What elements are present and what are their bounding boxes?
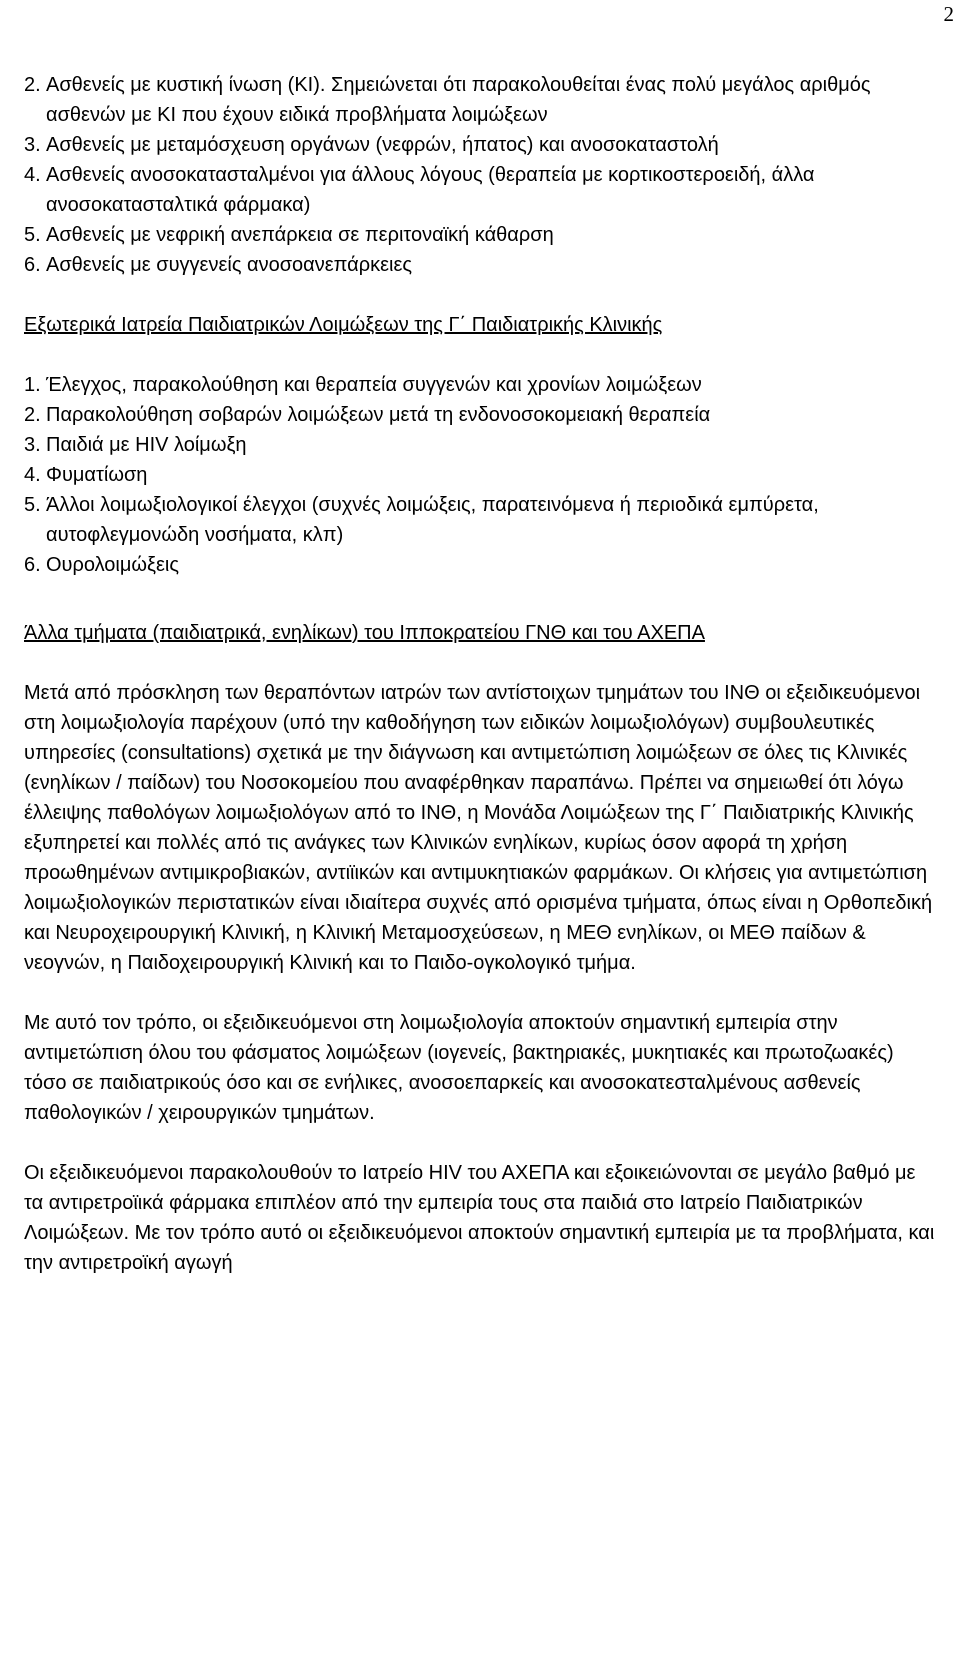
list-item-text: Άλλοι λοιμωξιολογικοί έλεγχοι (συχνές λοιμώξεις, παρατεινόμενα ή περιοδικά εμπύρετα, αυτοφλεγμονώδη νοσήματα, κλπ) [46,494,819,546]
list-item-text: Παιδιά με HIV λοίμωξη [46,434,247,456]
list-item-text: Έλεγχος, παρακολούθηση και θεραπεία συγγενών και χρονίων λοιμώξεων [46,374,702,396]
list-item [24,400,939,430]
list-item [24,160,939,220]
list-item [24,220,939,250]
list-item [24,370,939,400]
list-item-text: Ασθενείς ανοσοκατασταλμένοι για άλλους λόγους (θεραπεία με κορτικοστεροειδή, άλλα ανοσοκατασταλτικά φάρμακα) [46,164,815,216]
list-item [24,490,939,550]
list-item-number: 2. [24,404,41,426]
outpatient-services-list [24,370,939,580]
hiv-clinic-paragraph: Οι εξειδικευόμενοι παρακολουθούν το Ιατρείο HIV του ΑΧΕΠΑ και εξοικειώνονται σε μεγάλο βαθμό με τα αντιρετροϊικά φάρμακα επιπλέον από την εμπειρία τους στα παιδιά στο Ιατρείο Παιδιατρικών Λοιμώξεων. Με τον τρόπο αυτό οι εξειδικευόμενοι αποκτούν σημαντική εμπειρία με τα προβλήματα, και την αντιρετροϊκή αγωγή [24,1162,935,1274]
list-item [24,430,939,460]
list-item-text: Ασθενείς με συγγενείς ανοσοανεπάρκειες [46,254,413,276]
other-departments-heading: Άλλα τμήματα (παιδιατρικά, ενηλίκων) του Ιπποκρατείου ΓΝΘ και του ΑΧΕΠΑ [24,622,705,644]
document-body [24,70,939,1308]
outpatient-clinics-heading: Εξωτερικά Ιατρεία Παιδιατρικών Λοιμώξεων της Γ΄ Παιδιατρικής Κλινικής [24,314,663,336]
list-item-number: 3. [24,434,41,456]
list-item [24,70,939,130]
list-item [24,130,939,160]
list-item [24,250,939,280]
list-item-text: Ουρολοιμώξεις [46,554,179,576]
list-item-text: Ασθενείς με μεταμόσχευση οργάνων (νεφρών, ήπατος) και ανοσοκαταστολή [46,134,719,156]
list-item [24,550,939,580]
list-item-number: 4. [24,464,41,486]
consultations-paragraph: Μετά από πρόσκληση των θεραπόντων ιατρών των αντίστοιχων τμημάτων του ΙΝΘ οι εξειδικευόμενοι στη λοιμωξιολογία παρέχουν (υπό την καθοδήγηση των ειδικών λοιμωξιολόγων) συμβουλευτικές υπηρεσίες (consultations) σχετικά με την διάγνωση και αντιμετώπιση λοιμώξεων σε όλες τις Κλινικές (ενηλίκων / παίδων) του Νοσοκομείου που αναφέρθηκαν παραπάνω. Πρέπει να σημειωθεί ότι λόγω έλλειψης παθολόγων λοιμωξιολόγων από το ΙΝΘ, η Μονάδα Λοιμώξεων της Γ΄ Παιδιατρικής Κλινικής εξυπηρετεί και πολλές από τις ανάγκες των Κλινικών ενηλίκων, κυρίως όσον αφορά τη χρήση προωθημένων αντιμικροβιακών, αντιϊικών και αντιμυκητιακών φαρμάκων. Οι κλήσεις για αντιμετώπιση λοιμωξιολογικών περιστατικών είναι ιδιαίτερα συχνές από ορισμένα τμήματα, όπως είναι η Ορθοπεδική και Νευροχειρουργική Κλινική, η Κλινική Μεταμοσχεύσεων, η ΜΕΘ ενηλίκων, οι ΜΕΘ παίδων & νεογνών, η Παιδοχειρουργική Κλινική και το Παιδο-ογκολογικό τμήμα. [24,682,933,974]
list-item-number: 6. [24,254,41,276]
list-item-number: 3. [24,134,41,156]
list-item-number: 2. [24,74,41,96]
list-item-text: Φυματίωση [46,464,148,486]
list-item [24,460,939,490]
list-item-text: Ασθενείς με κυστική ίνωση (ΚΙ). Σημειώνεται ότι παρακολουθείται ένας πολύ μεγάλος αριθμός ασθενών με ΚΙ που έχουν ειδικά προβλήματα λοιμώξεων [46,74,871,126]
list-item-text: Ασθενείς με νεφρική ανεπάρκεια σε περιτοναϊκή κάθαρση [46,224,554,246]
list-item-number: 6. [24,554,41,576]
experience-paragraph: Με αυτό τον τρόπο, οι εξειδικευόμενοι στη λοιμωξιολογία αποκτούν σημαντική εμπειρία στην αντιμετώπιση όλου του φάσματος λοιμώξεων (ιογενείς, βακτηριακές, μυκητιακές και πρωτοζωακές) τόσο σε παιδιατρικούς όσο και σε ενήλικες, ανοσοεπαρκείς και ανοσοκατεσταλμένους ασθενείς παθολογικών / χειρουργικών τμημάτων. [24,1012,894,1124]
list-item-number: 5. [24,224,41,246]
page-number: 2 [943,2,954,26]
list-item-text: Παρακολούθηση σοβαρών λοιμώξεων μετά τη ενδονοσοκομειακή θεραπεία [46,404,711,426]
list-item-number: 5. [24,494,41,516]
patient-categories-list [24,70,939,280]
list-item-number: 4. [24,164,41,186]
list-item-number: 1. [24,374,41,396]
